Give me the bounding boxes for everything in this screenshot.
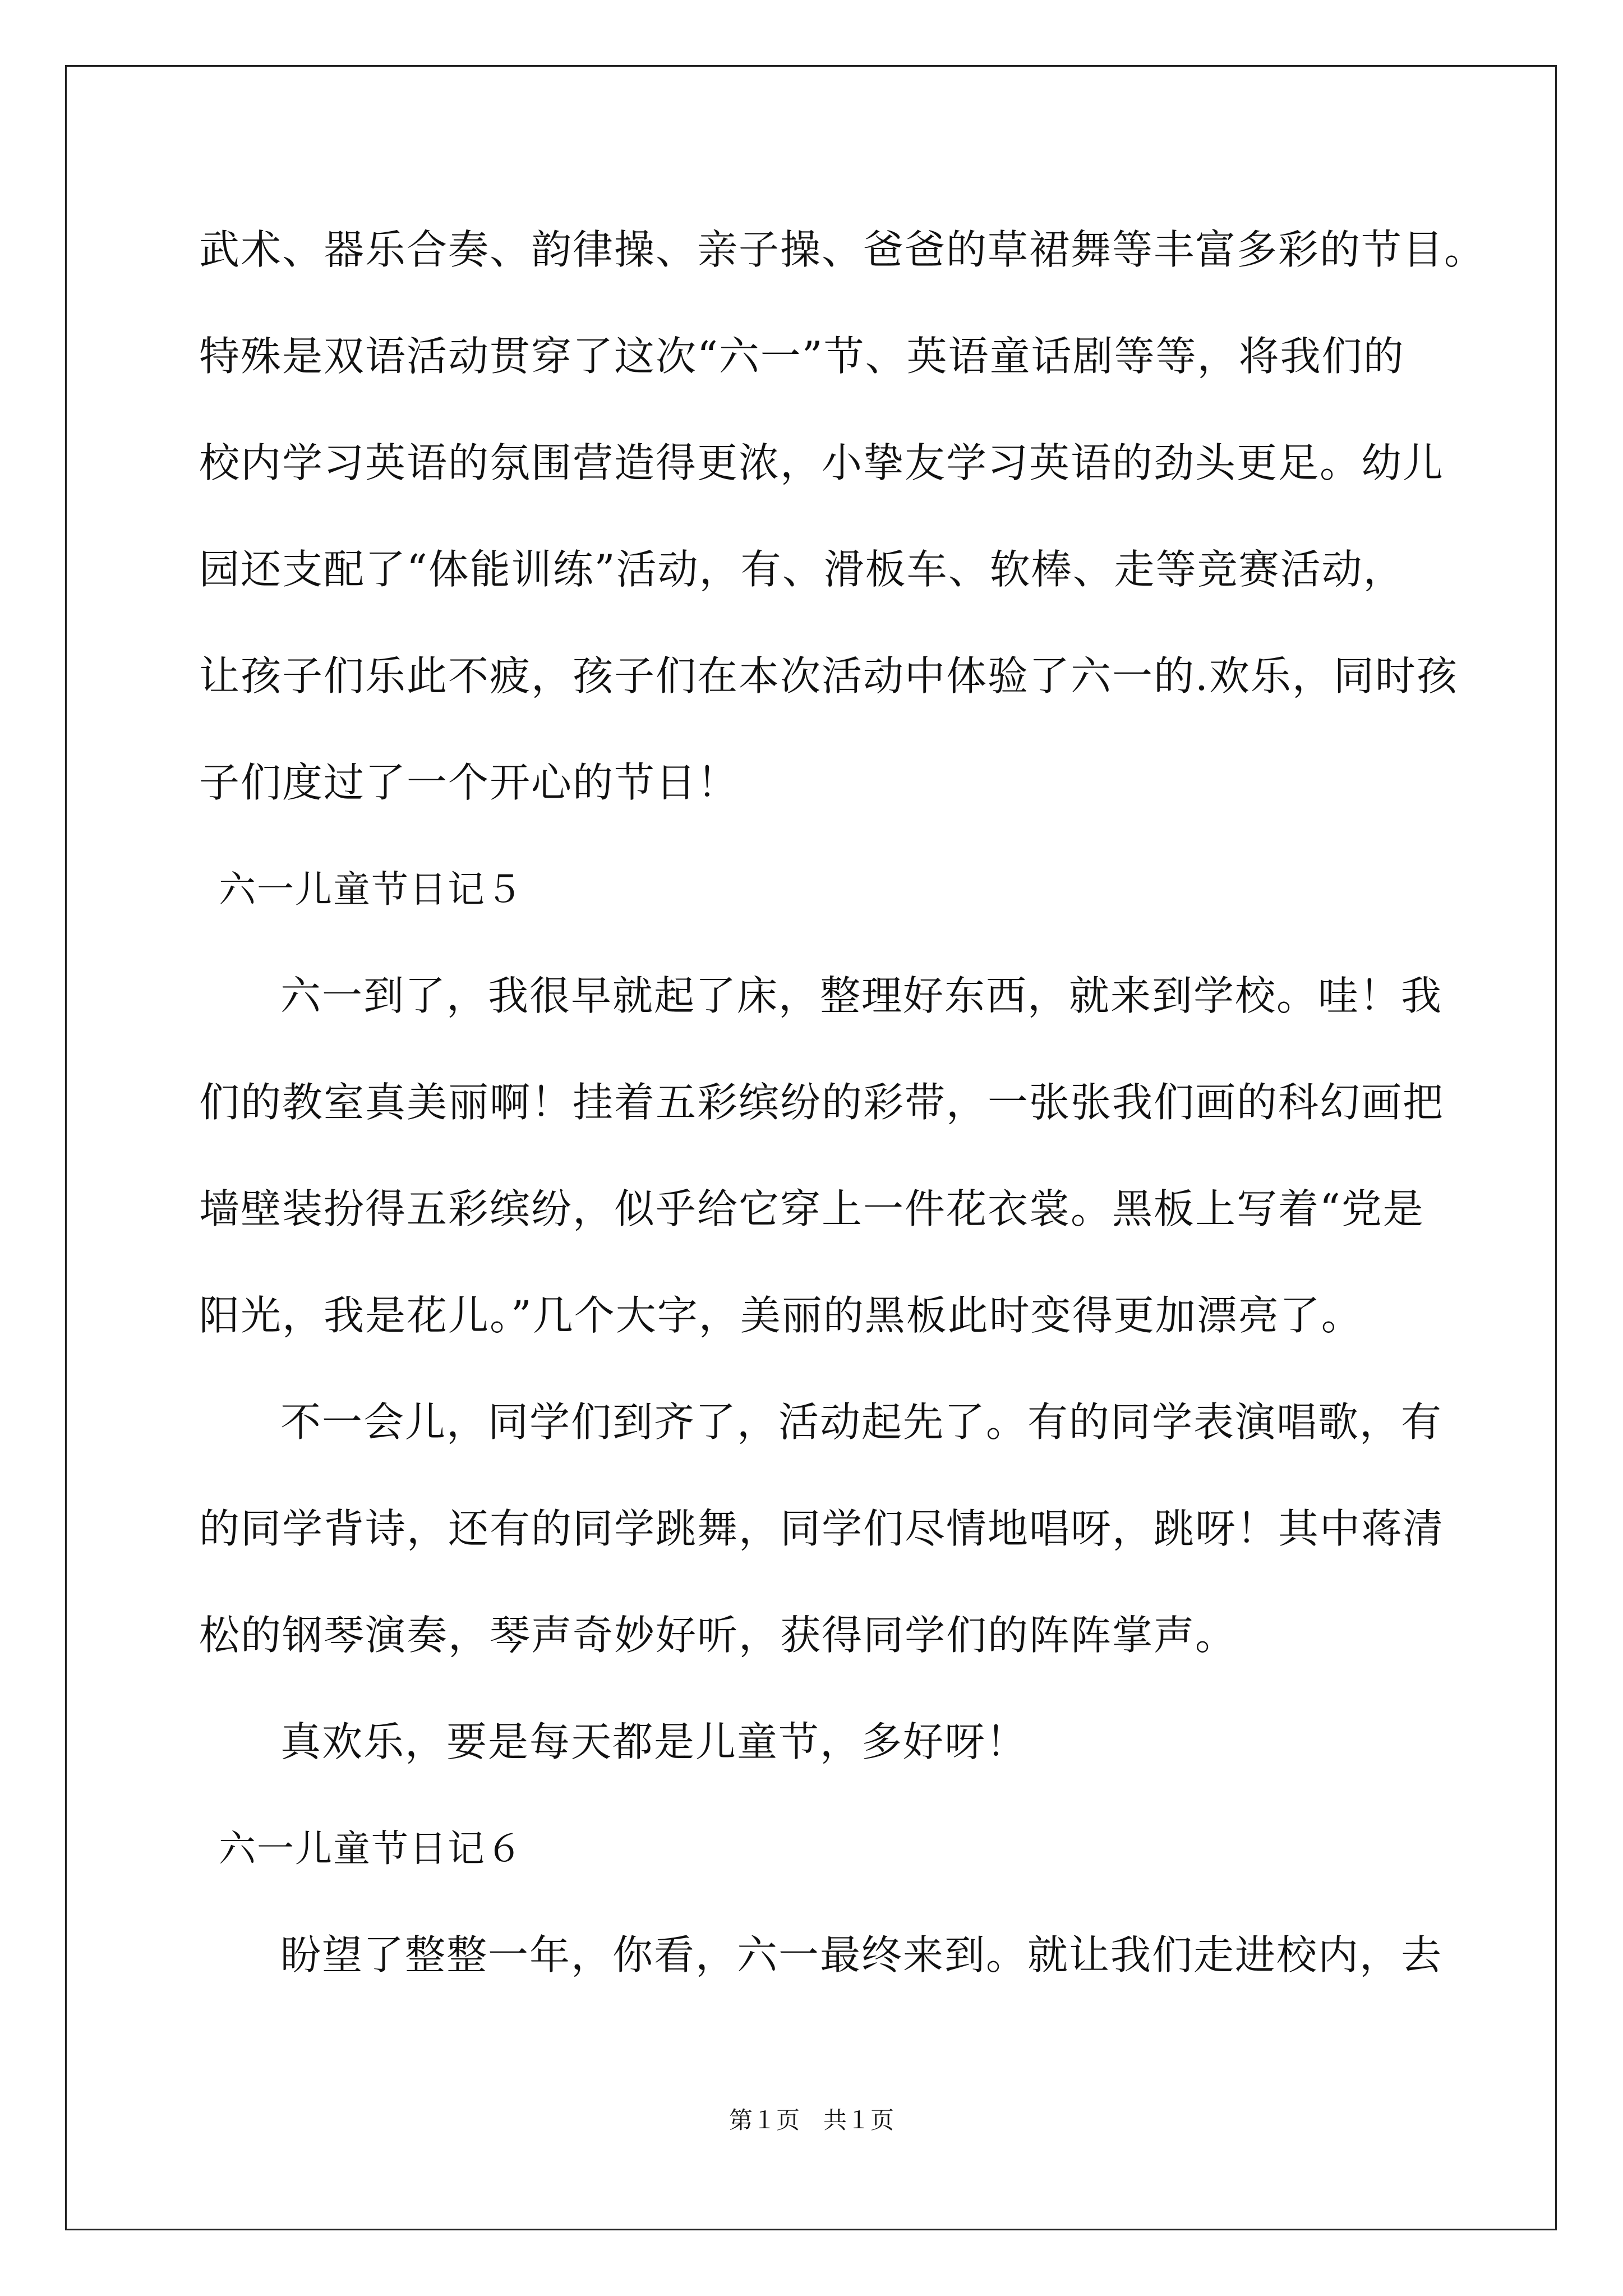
paragraph-line: 墙壁装扮得五彩缤纷，似乎给它穿上一件花衣裳。黑板上写着“党是 [199, 1185, 1424, 1232]
paragraph-line: 六一到了，我很早就起了床，整理好东西，就来到学校。哇！我 [280, 972, 1443, 1019]
page-footer: 第１页 共１页 [728, 2106, 894, 2134]
paragraph-line: 真欢乐，要是每天都是儿童节，多好呀！ [280, 1718, 1028, 1765]
text-line: 让孩子们乐此不疲，孩子们在本次活动中体验了六一的.欢乐，同时孩 [199, 652, 1458, 700]
page-border [65, 65, 1557, 2230]
paragraph-line: 松的钢琴演奏，琴声奇妙好听，获得同学们的阵阵掌声。 [199, 1612, 1237, 1659]
text-line: 校内学习英语的氛围营造得更浓，小挚友学习英语的劲头更足。幼儿 [199, 439, 1445, 486]
text-line: 武术、器乐合奏、韵律操、亲子操、爸爸的草裙舞等丰富多彩的节目。 [199, 226, 1486, 273]
paragraph-line: 不一会儿，同学们到齐了，活动起先了。有的同学表演唱歌，有 [280, 1398, 1443, 1446]
section-heading: 六一儿童节日记５ [219, 868, 524, 911]
paragraph-line: 阳光，我是花儿。”几个大字，美丽的黑板此时变得更加漂亮了。 [199, 1292, 1363, 1339]
paragraph-line: 的同学背诗，还有的同学跳舞，同学们尽情地唱呀，跳呀！其中蒋清 [199, 1505, 1445, 1552]
text-line: 子们度过了一个开心的节日！ [199, 759, 739, 806]
text-line: 园还支配了“体能训练”活动，有、滑板车、软棒、走等竞赛活动， [199, 546, 1405, 593]
paragraph-line: 盼望了整整一年，你看，六一最终来到。就让我们走进校内，去 [280, 1931, 1443, 1978]
section-heading: 六一儿童节日记６ [219, 1827, 524, 1870]
paragraph-line: 们的教室真美丽啊！挂着五彩缤纷的彩带，一张张我们画的科幻画把 [199, 1079, 1445, 1126]
text-line: 特殊是双语活动贯穿了这次“六一”节、英语童话剧等等，将我们的 [199, 333, 1405, 380]
